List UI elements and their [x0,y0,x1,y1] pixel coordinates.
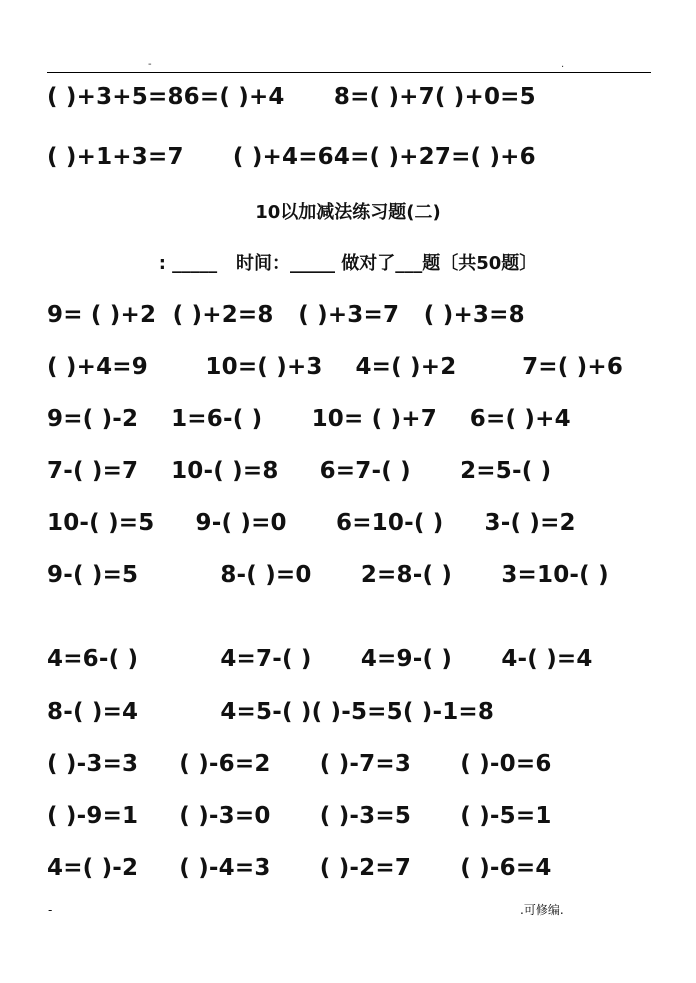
header-mark-right: . [561,59,565,70]
section-title: 10以加减法练习题(二) [255,202,441,223]
equation-row: ( )+3+5=86=( )+4 8=( )+7( )+0=5 [47,84,536,110]
equation-row: ( )+4=9 10=( )+3 4=( )+2 7=( )+6 [47,354,624,380]
header-rule [47,72,651,73]
footer-mark-left: - [48,903,53,917]
section-info: : _____ 时间：_____ 做对了___题〔共50题〕 [158,253,538,274]
equation-row: 10-( )=5 9-( )=0 6=10-( ) 3-( )=2 [47,510,576,536]
equation-row: 4=6-( ) 4=7-( ) 4=9-( ) 4-( )=4 [47,646,593,672]
equation-row: ( )+1+3=7 ( )+4=64=( )+27=( )+6 [47,144,536,170]
equation-row: 7-( )=7 10-( )=8 6=7-( ) 2=5-( ) [47,458,552,484]
header-mark-left: - [148,59,152,70]
equation-row: ( )-3=3 ( )-6=2 ( )-7=3 ( )-0=6 [47,751,552,777]
equation-row: 9=( )-2 1=6-( ) 10= ( )+7 6=( )+4 [47,406,571,432]
equation-row: 4=( )-2 ( )-4=3 ( )-2=7 ( )-6=4 [47,855,552,881]
equation-row: 9= ( )+2 ( )+2=8 ( )+3=7 ( )+3=8 [47,302,525,328]
equation-row: 8-( )=4 4=5-( )( )-5=5( )-1=8 [47,699,495,725]
equation-row: 9-( )=5 8-( )=0 2=8-( ) 3=10-( ) [47,562,609,588]
equation-row: ( )-9=1 ( )-3=0 ( )-3=5 ( )-5=1 [47,803,552,829]
footer-editable-note: .可修编. [520,903,564,917]
